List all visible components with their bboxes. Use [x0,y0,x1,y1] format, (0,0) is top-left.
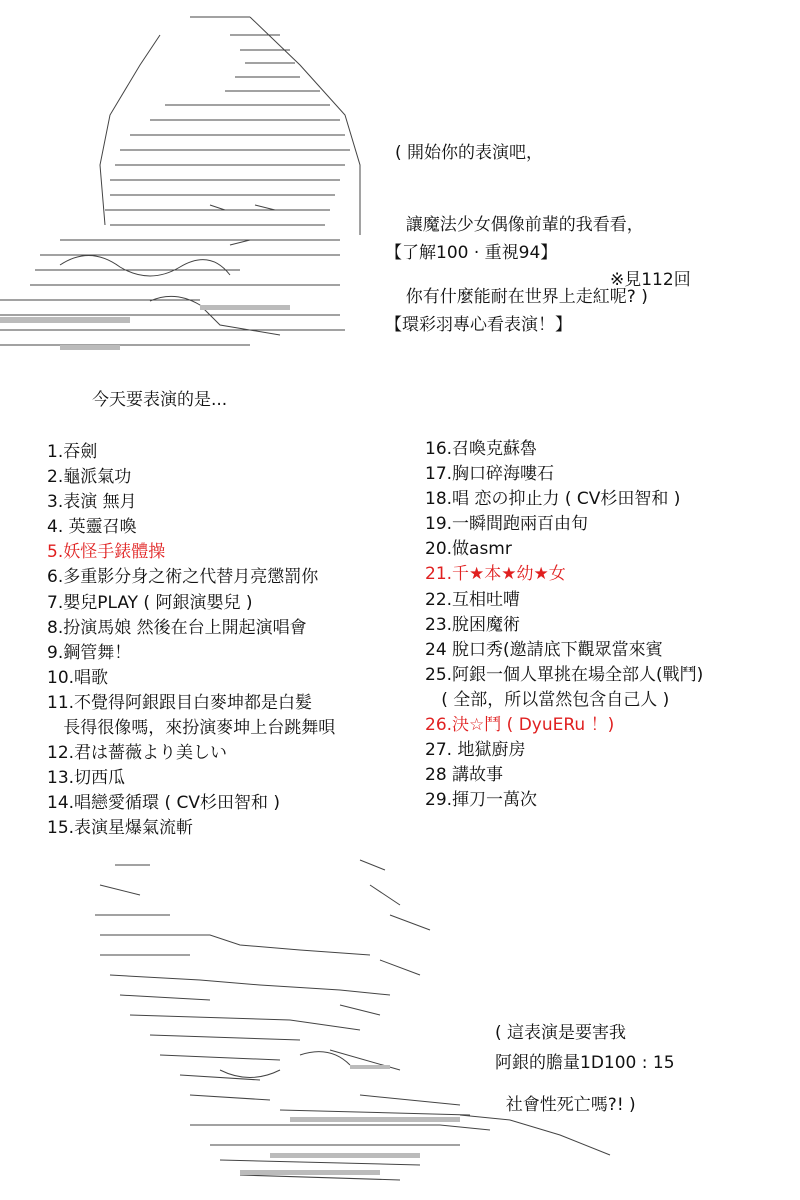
list-item-highlighted: 5.妖怪手錶體操 [47,542,166,563]
list-item: 15.表演星爆氣流斬 [47,818,194,839]
list-item: 2.龜派氣功 [47,467,132,488]
list-item-continuation: 長得很像嗎，來扮演麥坤上台跳舞唄 [47,718,336,739]
list-item-continuation: ( 全部，所以當然包含自己人 ) [425,689,670,710]
intro-text: 今天要表演的是... [92,390,228,410]
top-ascii-art-illustration [0,5,370,360]
list-item: 4. 英靈召喚 [47,517,137,538]
list-item: 27. 地獄廚房 [425,740,526,761]
list-item: 20.做asmr [425,539,512,560]
list-item: 7.嬰兒PLAY ( 阿銀演嬰兒 ) [47,592,253,613]
list-item: 9.鋼管舞！ [47,642,132,663]
stats-block [385,193,572,361]
stats-line-1: 【了解100 · 重視94】 [385,243,558,263]
top-art-svg [0,5,370,360]
list-item: 16.召喚克蘇魯 [425,439,538,459]
list-item: 1.吞劍 [47,442,98,462]
list-item-highlighted: 21.千★本★幼★女 [425,564,566,585]
list-item: 23.脫困魔術 [425,614,521,635]
list-item: 28 講故事 [425,765,504,786]
list-item: 17.胸口碎海嘍石 [425,464,555,485]
list-item: 25.阿銀一個人單挑在場全部人(戰鬥) [425,664,704,685]
list-item: 14.唱戀愛循環 ( CV杉田智和 ) [47,793,281,814]
list-item: 19.一瞬間跑兩百由旬 [425,514,589,535]
list-item: 3.表演 無月 [47,492,137,513]
speech-top-line-2: 讓魔法少女偶像前輩的我看看， [395,215,644,235]
speech-top-line-3: 你有什麼能耐在世界上走紅呢? ) [395,287,648,307]
performance-list-right [425,437,703,813]
speech-bottom-line-1: ( 這表演是要害我 [495,1023,627,1043]
list-item: 24 脫口秀(邀請底下觀眾當來賓 [425,639,663,660]
list-item: 13.切西瓜 [47,768,126,789]
performance-list-left [47,440,335,842]
speech-top-line-1: ( 開始你的表演吧， [395,143,544,163]
list-item: 10.唱歌 [47,667,109,688]
list-item-highlighted: 26.決☆鬥 ( DyuERu ！) [425,715,615,736]
list-item: 29.揮刀一萬次 [425,790,538,811]
list-item: 18.唱 恋の抑止力 ( CV杉田智和 ) [425,489,681,510]
list-item: 22.互相吐嘈 [425,589,521,610]
dice-roll-result: 阿銀的膽量1D100 : 15 [495,1053,675,1073]
speech-bottom-line-2: 社會性死亡嗎?! ) [495,1095,636,1115]
list-item: 12.君は薔薇より美しい [47,743,228,764]
list-item: 11.不覺得阿銀跟目白麥坤都是白髮 [47,692,313,713]
reference-note: ※見112回 [610,270,691,290]
stats-line-2: 【環彩羽專心看表演！】 [385,315,572,335]
list-item: 8.扮演馬娘 然後在台上開起演唱會 [47,617,307,638]
list-item: 6.多重影分身之術之代替月亮懲罰你 [47,567,319,588]
